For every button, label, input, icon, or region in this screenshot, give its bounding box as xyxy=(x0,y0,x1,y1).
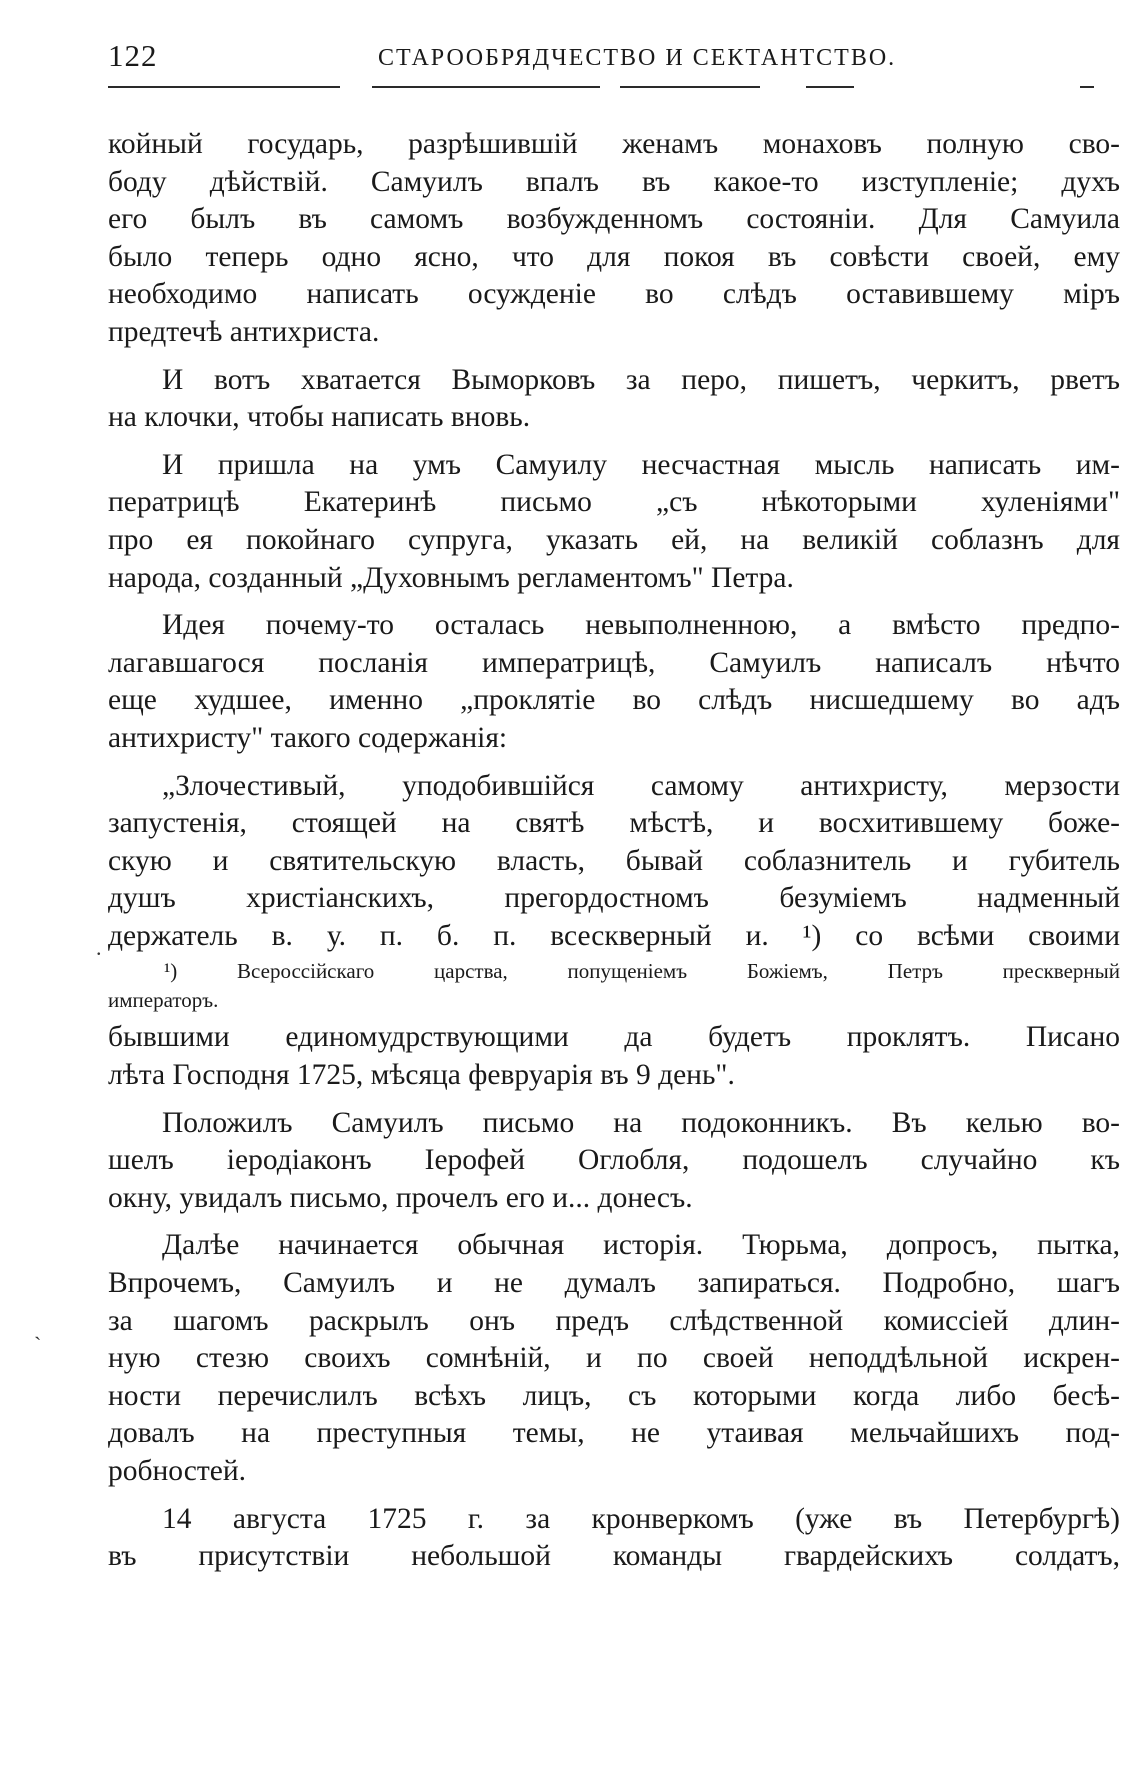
text-line: въ присутствіи небольшой команды гвардейскихъ солдатъ, xyxy=(108,1540,1120,1573)
header-rule-fragment xyxy=(806,86,854,88)
text-line: антихристу" такого содержанія: xyxy=(108,721,508,754)
page-number: 122 xyxy=(108,38,158,73)
margin-dot: . xyxy=(96,935,102,960)
text-line: запустенія, стоящей на святѣ мѣстѣ, и восхитившему боже- xyxy=(108,807,1120,840)
header-rule-middle xyxy=(372,86,600,88)
text-line: лагавшагося посланія императрицѣ, Самуилъ написалъ нѣчто xyxy=(108,646,1120,679)
text-line: шелъ іеродіаконъ Іерофей Оглобля, подошелъ случайно къ xyxy=(108,1144,1120,1177)
text-line: Идея почему-то осталась невыполненною, а вмѣсто предпо- xyxy=(162,609,1120,642)
text-line: лѣта Господня 1725, мѣсяца февруарія въ 9 день". xyxy=(108,1059,735,1092)
paragraph xyxy=(108,607,1120,757)
text-line: 14 августа 1725 г. за кронверкомъ (уже въ Петербургѣ) xyxy=(162,1502,1120,1535)
text-line: И пришла на умъ Самуилу несчастная мысль написать им- xyxy=(162,448,1120,481)
text-line: за шагомъ раскрылъ онъ предъ слѣдственной комиссіей длин- xyxy=(108,1304,1120,1337)
paragraph xyxy=(108,447,1120,597)
text-line: ности перечислилъ всѣхъ лицъ, съ которыми когда либо бесѣ- xyxy=(108,1379,1120,1412)
text-line: еще худшее, именно „проклятіе во слѣдъ нисшедшему во адъ xyxy=(108,684,1120,717)
text-line: Впрочемъ, Самуилъ и не думалъ запираться. Подробно, шагъ xyxy=(108,1267,1120,1300)
footnote-line: императоръ. xyxy=(108,988,219,1013)
text-line: И вотъ хватается Выморковъ за перо, пишетъ, черкитъ, рветъ xyxy=(162,363,1120,396)
text-line: держатель в. у. п. б. п. всескверный и. ¹) со всѣми своими xyxy=(108,919,1120,952)
text-line: было теперь одно ясно, что для покоя въ совѣсти своей, ему xyxy=(108,240,1120,273)
text-line: койный государь, разрѣшившій женамъ монаховъ полную сво- xyxy=(108,128,1120,160)
paragraph xyxy=(108,126,1120,352)
text-line: робностей. xyxy=(108,1455,247,1487)
text-line: Положилъ Самуилъ письмо на подоконникъ. Въ келью во- xyxy=(162,1106,1120,1139)
text-line: „Злочестивый, уподобившійся самому антихристу, мерзости xyxy=(162,769,1120,802)
text-line: народа, созданный „Духовнымъ регламентомъ" Петра. xyxy=(108,561,794,594)
text-line: боду дѣйствій. Самуилъ впалъ въ какое-то изступленіе; духъ xyxy=(108,165,1120,198)
text-line: на клочки, чтобы написать вновь. xyxy=(108,401,531,434)
main-text xyxy=(108,126,1120,1576)
text-line: Далѣе начинается обычная исторія. Тюрьма, допросъ, пытка, xyxy=(162,1229,1120,1262)
running-title: СТАРООБРЯДЧЕСТВО И СЕКТАНТСТВО. xyxy=(378,45,897,71)
text-line: ператрицѣ Екатеринѣ письмо „съ нѣкоторыми хуленіями" xyxy=(108,486,1120,519)
header-rule-end xyxy=(1080,86,1094,88)
text-line: про ея покойнаго супруга, указать ей, на великій соблазнъ для xyxy=(108,523,1120,556)
footnote xyxy=(108,957,1120,1015)
text-line: душъ христіанскихъ, прегордостномъ безуміемъ надменный xyxy=(108,882,1120,915)
header-rule-left xyxy=(108,86,340,88)
text-line: ную стезю своихъ сомнѣній, и по своей неподдѣльной искрен- xyxy=(108,1342,1120,1375)
running-head xyxy=(108,38,1120,82)
paragraph xyxy=(108,1019,1120,1094)
paragraph xyxy=(108,362,1120,437)
text-line: предтечѣ антихриста. xyxy=(108,315,380,348)
margin-speck: ` xyxy=(34,1332,42,1357)
text-line: довалъ на преступныя темы, не утаивая мельчайшихъ под- xyxy=(108,1417,1120,1450)
paragraph xyxy=(108,768,1120,956)
footnote-line: ¹) Всероссійскаго царства, попущеніемъ Божіемъ, Петръ прескверный xyxy=(164,959,1120,984)
text-line: скую и святительскую власть, бывай соблазнитель и губитель xyxy=(108,844,1120,877)
paragraph xyxy=(108,1227,1120,1490)
paragraph xyxy=(108,1105,1120,1218)
text-line: бывшими единомудрствующими да будетъ проклятъ. Писано xyxy=(108,1021,1120,1054)
text-line: его былъ въ самомъ возбужденномъ состояніи. Для Самуила xyxy=(108,203,1120,236)
text-line: необходимо написать осужденіе во слѣдъ оставившему міръ xyxy=(108,278,1120,311)
header-rule-right xyxy=(620,86,760,88)
text-line: окну, увидалъ письмо, прочелъ его и... донесъ. xyxy=(108,1181,693,1214)
paragraph xyxy=(108,1501,1120,1576)
